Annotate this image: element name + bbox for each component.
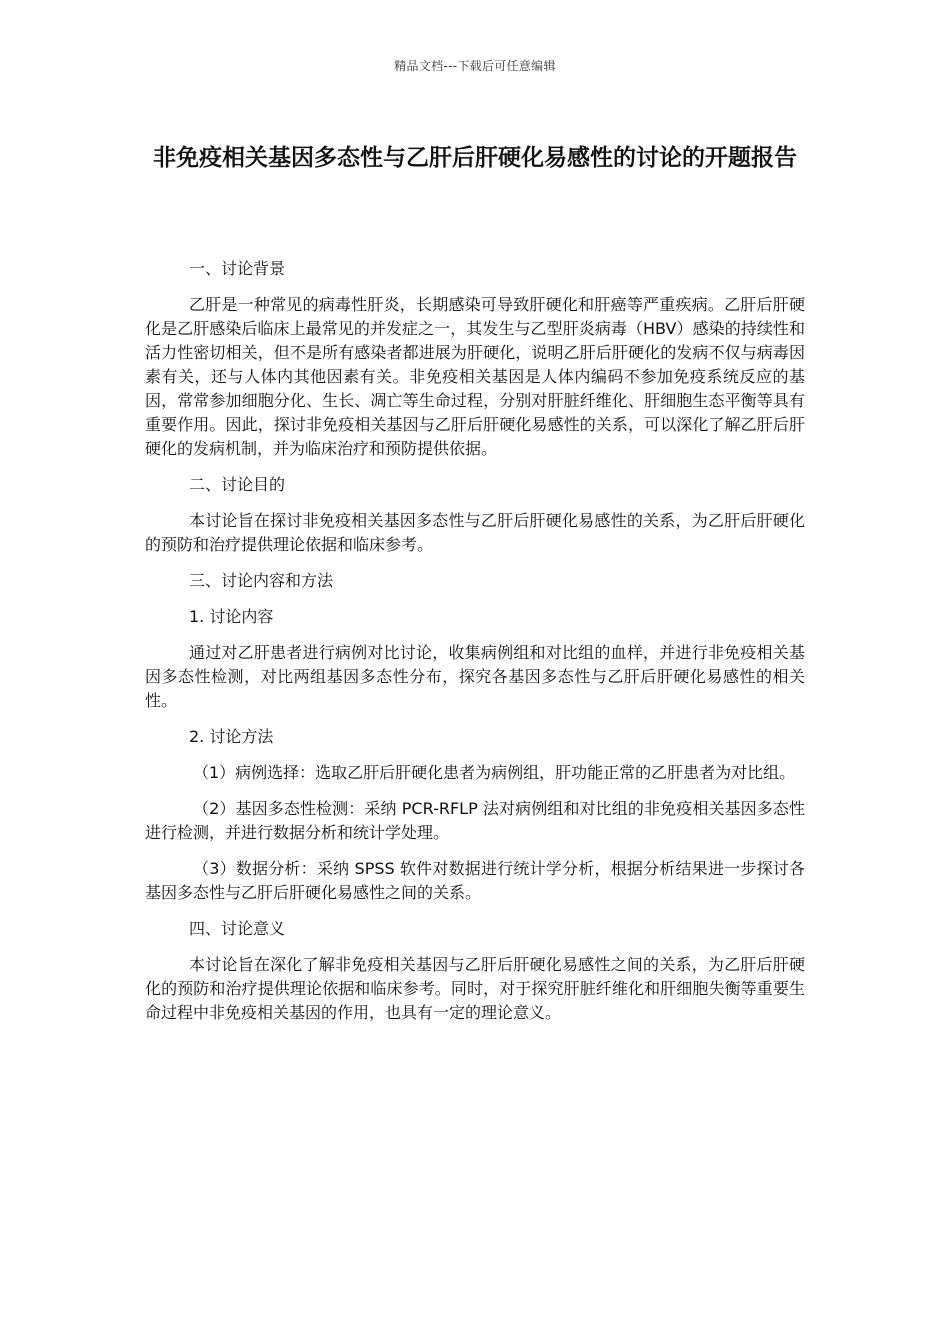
method-item-polymorphism-detection: （2）基因多态性检测：采纳 PCR-RFLP 法对病例组和对比组的非免疫相关基因多态性进行检测，并进行数据分析和统计学处理。 — [145, 799, 805, 842]
method-item-case-selection: （1）病例选择：选取乙肝后肝硬化患者为病例组，肝功能正常的乙肝患者为对比组。 — [193, 763, 796, 782]
section-heading-content-methods: 三、讨论内容和方法 — [189, 571, 334, 590]
purpose-paragraph: 本讨论旨在探讨非免疫相关基因多态性与乙肝后肝硬化易感性的关系，为乙肝后肝硬化的预防和治疗提供理论依据和临床参考。 — [145, 511, 805, 554]
background-paragraph: 乙肝是一种常见的病毒性肝炎，长期感染可导致肝硬化和肝癌等严重疾病。乙肝后肝硬化是乙肝感染后临床上最常见的并发症之一，其发生与乙型肝炎病毒（HBV）感染的持续性和活力性密切相关，但不是所有感染者都进展为肝硬化，说明乙肝后肝硬化的发病不仅与病毒因素有关，还与人体内其他因素有关。非免疫相关基因是人体内编码不参加免疫系统反应的基因，常常参加细胞分化、生长、凋亡等生命过程，分别对肝脏纤维化、肝细胞生态平衡等具有重要作用。因此，探讨非免疫相关基因与乙肝后肝硬化易感性的关系，可以深化了解乙肝后肝硬化的发病机制，并为临床治疗和预防提供依据。 — [145, 295, 805, 458]
document-body — [145, 257, 805, 1037]
section-heading-purpose: 二、讨论目的 — [189, 475, 286, 494]
content-paragraph: 通过对乙肝患者进行病例对比讨论，收集病例组和对比组的血样，并进行非免疫相关基因多态性检测，对比两组基因多态性分布，探究各基因多态性与乙肝后肝硬化易感性的相关性。 — [145, 643, 805, 710]
section-heading-significance: 四、讨论意义 — [189, 919, 286, 938]
document-title: 非免疫相关基因多态性与乙肝后肝硬化易感性的讨论的开题报告 — [153, 145, 797, 171]
subheading-methods: 2. 讨论方法 — [189, 727, 274, 746]
subheading-content: 1. 讨论内容 — [189, 607, 274, 626]
section-heading-background: 一、讨论背景 — [189, 259, 286, 278]
method-item-data-analysis: （3）数据分析：采纳 SPSS 软件对数据进行统计学分析，根据分析结果进一步探讨各基因多态性与乙肝后肝硬化易感性之间的关系。 — [145, 859, 805, 902]
page-header: 精品文档---下载后可任意编辑 — [394, 59, 556, 73]
significance-paragraph: 本讨论旨在深化了解非免疫相关基因与乙肝后肝硬化易感性之间的关系，为乙肝后肝硬化的预防和治疗提供理论依据和临床参考。同时，对于探究肝脏纤维化和肝细胞失衡等重要生命过程中非免疫相关基因的作用，也具有一定的理论意义。 — [145, 955, 805, 1022]
